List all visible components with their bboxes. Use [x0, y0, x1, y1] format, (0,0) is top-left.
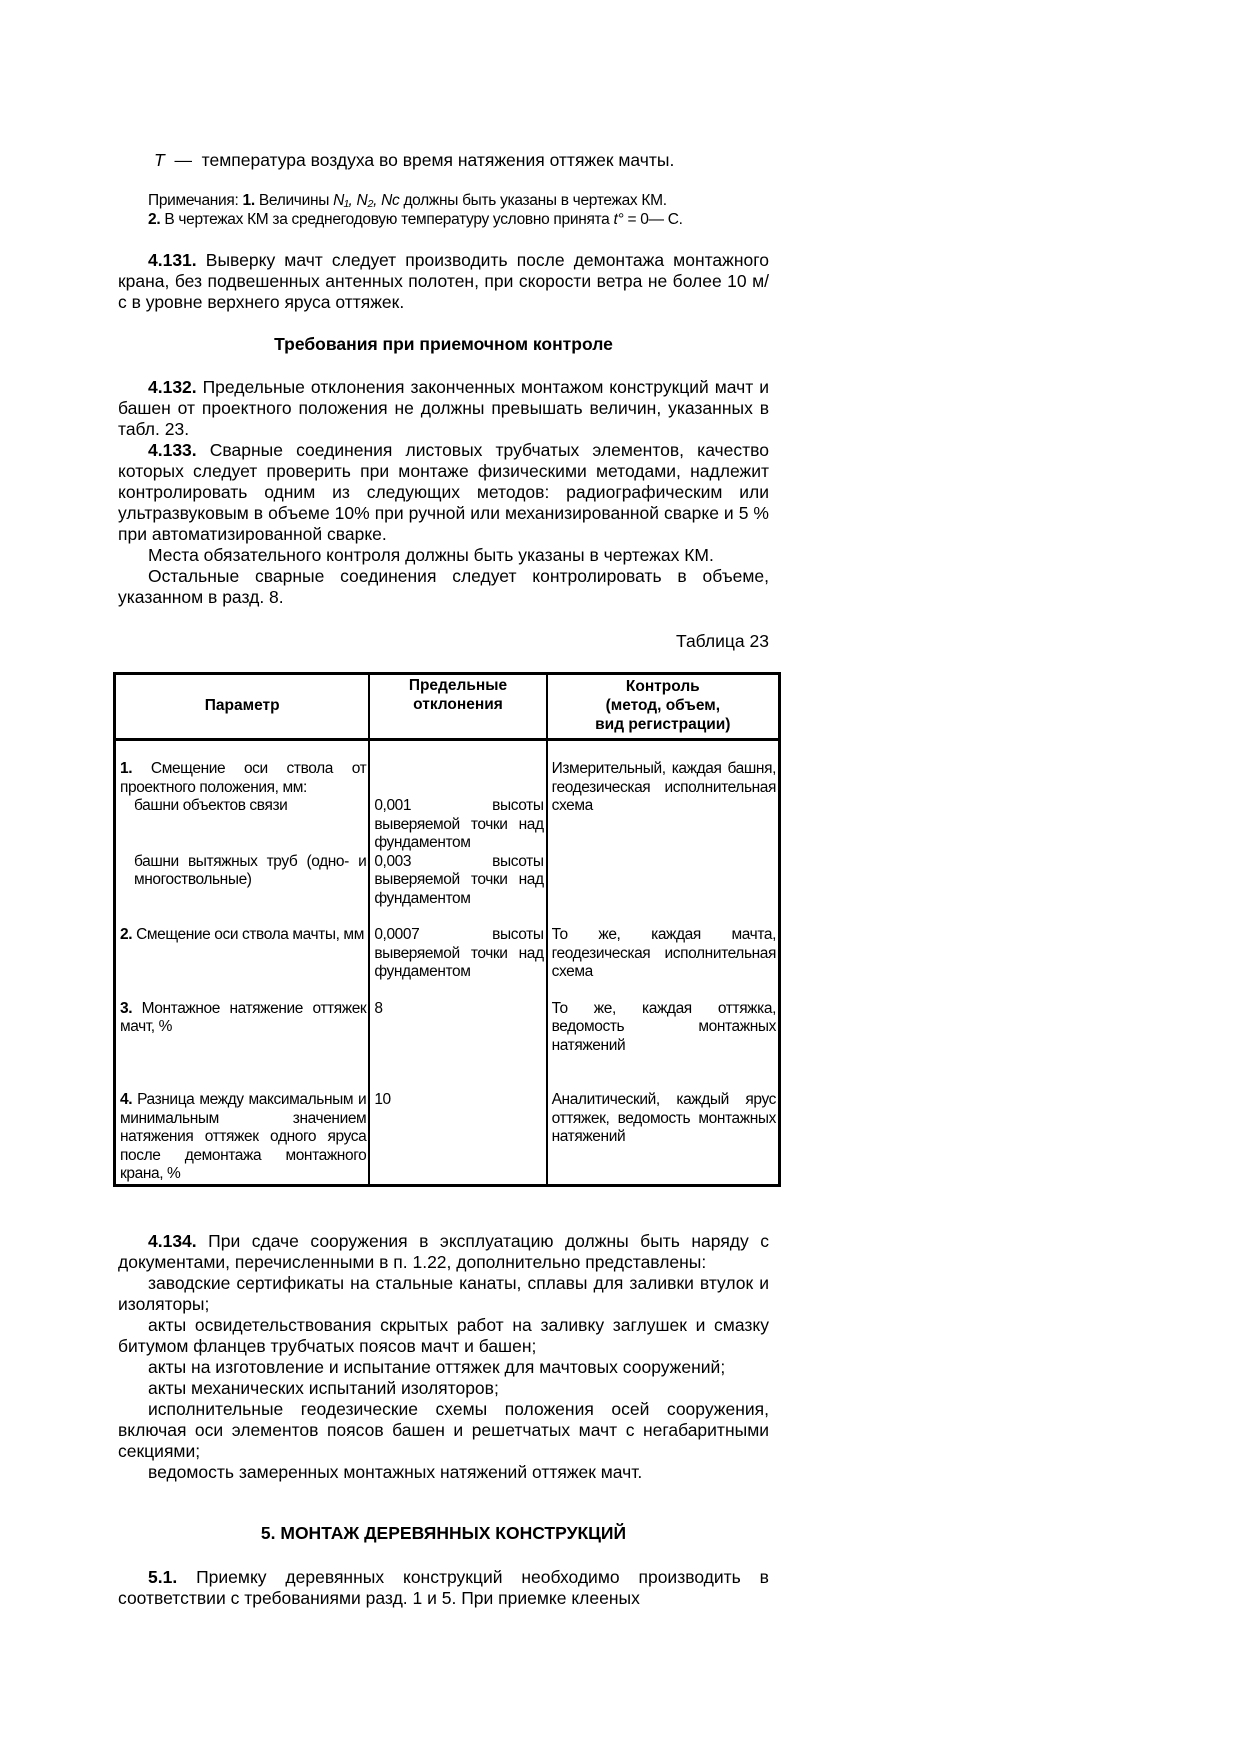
row-2-deviation: 0,0007 высоты выверяемой точки над фундаментом: [369, 908, 546, 982]
paragraph-4-131: [118, 250, 769, 313]
header-control-line-3: вид регистрации): [595, 716, 731, 733]
paragraph-4-132: [118, 377, 769, 440]
paragraph-number: 4.134.: [148, 1231, 197, 1251]
paragraph-text: При сдаче сооружения в эксплуатацию должны быть наряду с документами, перечисленными в п. 1.22, дополнительно представлены:: [118, 1231, 770, 1272]
note-1-text-a: Величины: [258, 192, 330, 209]
note-1-number: 1.: [242, 192, 255, 209]
notes-block: [148, 191, 788, 229]
list-item: исполнительные геодезические схемы положения осей сооружения, включая оси элементов поясов башен и решетчатых мачт с негабаритными секциями;: [118, 1399, 769, 1461]
symbol-t: T: [154, 150, 165, 170]
row-4-deviation: 10: [369, 1055, 546, 1185]
note-1: [148, 191, 788, 210]
row-4-param-text: Разница между максимальным и минимальным значением натяжения оттяжек одного яруса после демонтажа монтажного крана, %: [120, 1091, 367, 1182]
header-control-line-2: (метод, объем,: [605, 697, 721, 714]
paragraph-number: 5.1.: [148, 1567, 178, 1587]
list-item: акты на изготовление и испытание оттяжек для мачтовых сооружений;: [148, 1357, 726, 1377]
chapter-heading: 5. МОНТАЖ ДЕРЕВЯННЫХ КОНСТРУКЦИЙ: [260, 1523, 627, 1543]
list-item: ведомость замеренных монтажных натяжений оттяжек мачт.: [148, 1462, 643, 1482]
header-control-line-1: Контроль: [625, 678, 700, 695]
row-number: 3.: [120, 999, 133, 1017]
table-row: [115, 982, 780, 1056]
row-number: 4.: [120, 1091, 133, 1108]
row-2-param-text: Смещение оси ствола мачты, мм: [136, 926, 364, 943]
note-2-var: t°: [613, 211, 624, 228]
row-1-dev-1: 0,001 высоты выверяемой точки над фундаментом: [374, 797, 544, 851]
row-1-parameter: [115, 740, 370, 909]
note-2-text-a: В чертежах КМ за среднегодовую температуру условно принята: [164, 211, 610, 228]
table-row: [115, 1055, 780, 1185]
row-number: 1.: [120, 760, 133, 777]
paragraph-text: Сварные соединения листовых трубчатых элементов, качество которых следует проверить при монтаже физическими методами, надлежит контролировать одним из следующих методов: радиографическим или ультразвуковым в объеме 10% при ручной или механизированной сварке и 5 % при автоматизированной сварке.: [118, 440, 769, 544]
paragraph-4-133: [118, 440, 769, 545]
row-1-sub-2: башни вытяжных труб (одно- и многоствольные): [134, 852, 367, 888]
row-4-parameter: [115, 1055, 370, 1185]
list-item: акты освидетельствования скрытых работ на заливку заглушек и смазку битумом фланцев трубчатых поясов мачт и башен;: [118, 1315, 769, 1356]
table-row: [115, 740, 780, 909]
paragraph-4-134: [118, 1231, 769, 1273]
list-item: заводские сертификаты на стальные канаты, сплавы для заливки втулок и изоляторы;: [118, 1273, 769, 1314]
row-number: 2.: [120, 926, 133, 943]
row-1-dev-2: 0,003 высоты выверяемой точки над фундаментом: [374, 852, 544, 907]
note-1-vars: N₁, N₂, Nс: [333, 192, 400, 209]
row-1-deviation: [369, 740, 546, 909]
row-3-param-text: Монтажное натяжение оттяжек мачт, %: [120, 999, 367, 1035]
row-1-control: Измерительный, каждая башня, геодезическая исполнительная схема: [551, 760, 776, 814]
row-3-deviation: 8: [369, 982, 546, 1056]
note-2: [148, 210, 788, 229]
paragraph-number: 4.131.: [148, 250, 197, 270]
note-2-text-b: = 0— С.: [627, 211, 683, 228]
row-2-control: То же, каждая мачта, геодезическая исполнительная схема: [551, 926, 776, 980]
temperature-definition: [154, 150, 794, 171]
table-header-row: [115, 674, 780, 740]
table-23: [113, 672, 781, 1187]
paragraph-number: 4.133.: [148, 440, 197, 460]
row-3-parameter: [115, 982, 370, 1056]
notes-label: Примечания:: [148, 192, 239, 209]
documents-block: [118, 1231, 769, 1483]
paragraph-number: 4.132.: [148, 377, 197, 397]
row-4-control: Аналитический, каждый ярус оттяжек, ведомость монтажных натяжений: [551, 1091, 776, 1145]
paragraph-text: Выверку мачт следует производить после демонтажа монтажного крана, без подвешенных антенных полотен, при скорости ветра не более 10 м/с в уровне верхнего яруса оттяжек.: [118, 250, 769, 312]
section-heading: Требования при приемочном контроле: [274, 334, 613, 354]
row-1-param-text: Смещение оси ствола от проектного положения, мм:: [120, 760, 367, 796]
list-item: акты механических испытаний изоляторов;: [148, 1378, 499, 1398]
header-parameter: Параметр: [115, 674, 370, 740]
header-deviations: Предельные отклонения: [369, 674, 546, 740]
row-1-sub-1: башни объектов связи: [134, 797, 288, 814]
paragraph-control-places: Места обязательного контроля должны быть указаны в чертежах КМ.: [148, 545, 714, 565]
row-2-parameter: [115, 908, 370, 982]
paragraph-other-welds: Остальные сварные соединения следует контролировать в объеме, указанном в разд. 8.: [118, 566, 769, 607]
header-control: [547, 674, 780, 740]
dash: —: [174, 150, 192, 170]
table-row: [115, 908, 780, 982]
paragraph-5-1: [118, 1567, 769, 1609]
note-2-number: 2.: [148, 211, 161, 228]
table-caption: Таблица 23: [676, 631, 769, 651]
paragraph-text: Предельные отклонения законченных монтажом конструкций мачт и башен от проектного положения не должны превышать величин, указанных в табл. 23.: [118, 377, 769, 439]
acceptance-block: [118, 377, 769, 608]
note-1-text-b: должны быть указаны в чертежах КМ.: [403, 192, 667, 209]
paragraph-text: Приемку деревянных конструкций необходимо производить в соответствии с требованиями разд. 1 и 5. При приемке клееных: [118, 1567, 769, 1608]
definition-text: температура воздуха во время натяжения оттяжек мачты.: [201, 150, 675, 170]
row-3-control: То же, каждая оттяжка, ведомость монтажных натяжений: [551, 999, 776, 1054]
